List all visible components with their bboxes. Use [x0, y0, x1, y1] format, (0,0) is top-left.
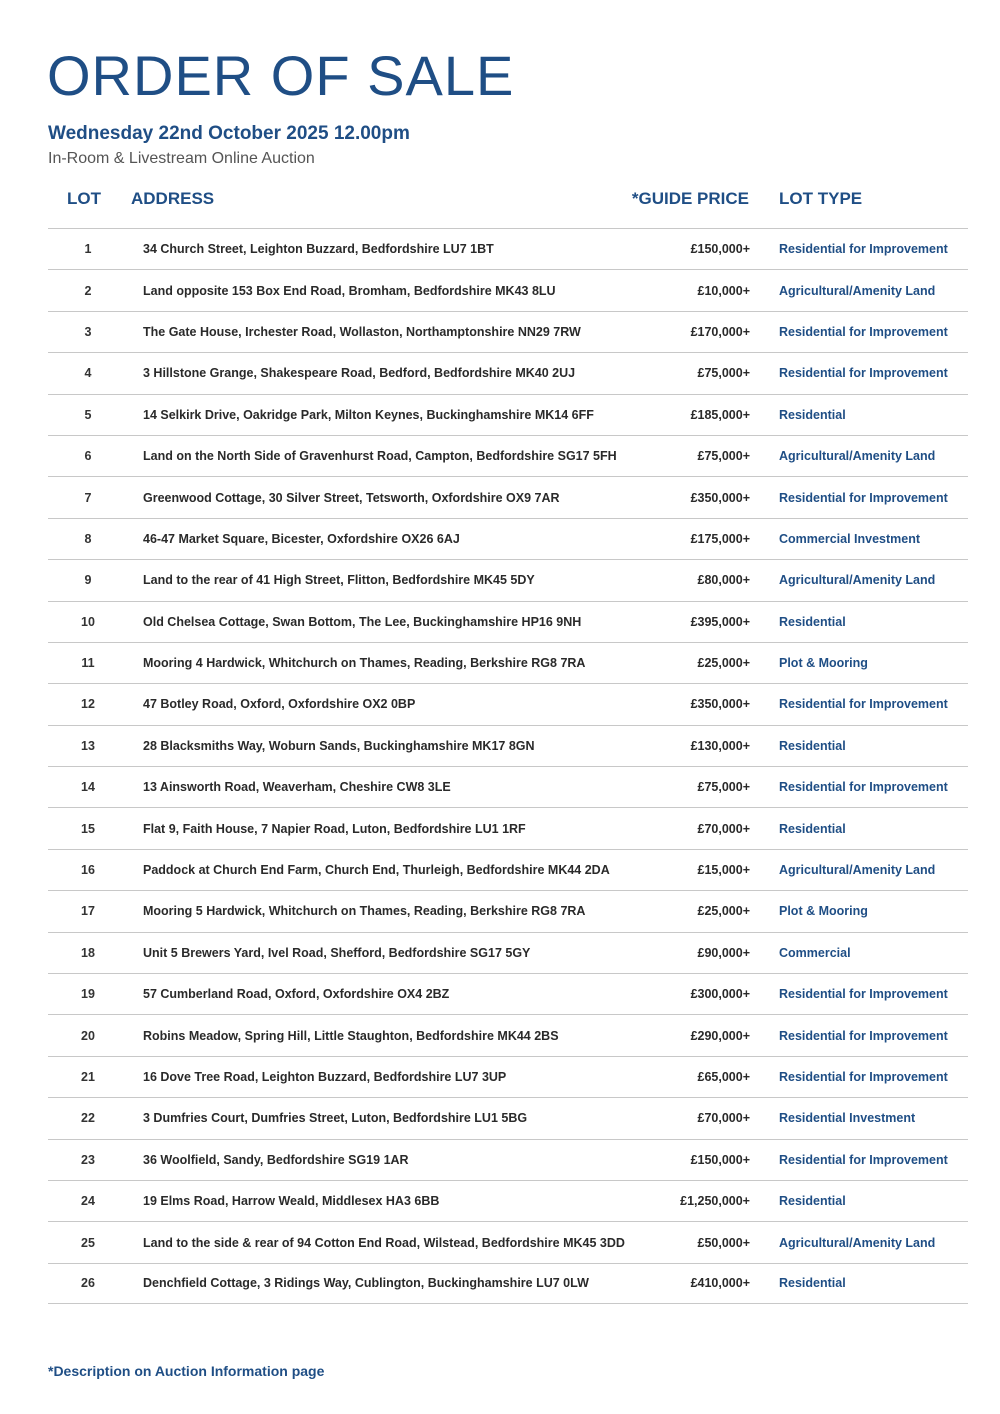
lot-number: 20 — [81, 1028, 95, 1043]
lot-number: 12 — [81, 697, 95, 712]
lot-guide-price: £75,000+ — [697, 449, 750, 464]
lot-guide-price: £150,000+ — [690, 242, 750, 257]
lot-type: Residential Investment — [779, 1111, 916, 1126]
lot-guide-price: £25,000+ — [697, 656, 750, 671]
table-row — [48, 228, 968, 269]
lot-number: 23 — [81, 1152, 95, 1167]
lot-type: Residential for Improvement — [779, 1152, 948, 1167]
lot-type: Residential — [779, 1194, 846, 1209]
lot-address: 19 Elms Road, Harrow Weald, Middlesex HA3 6BB — [143, 1194, 440, 1209]
lot-type: Residential for Improvement — [779, 490, 948, 505]
lot-guide-price: £75,000+ — [697, 366, 750, 381]
lot-address: Land opposite 153 Box End Road, Bromham, Bedfordshire MK43 8LU — [143, 283, 556, 298]
sale-date: Wednesday 22nd October 2025 12.00pm — [48, 123, 410, 144]
lot-number: 14 — [81, 780, 95, 795]
lot-address: 57 Cumberland Road, Oxford, Oxfordshire OX4 2BZ — [143, 987, 450, 1002]
lots-table — [48, 228, 968, 1304]
table-row — [48, 352, 968, 393]
lot-type: Residential — [779, 407, 846, 422]
lot-guide-price: £80,000+ — [697, 573, 750, 588]
table-row — [48, 849, 968, 890]
lot-number: 22 — [81, 1111, 95, 1126]
lot-type: Residential for Improvement — [779, 987, 948, 1002]
lot-guide-price: £90,000+ — [697, 945, 750, 960]
lot-guide-price: £350,000+ — [690, 697, 750, 712]
column-header-lot-type: LOT TYPE — [779, 189, 863, 208]
lot-guide-price: £410,000+ — [690, 1276, 750, 1291]
lot-guide-price: £75,000+ — [697, 780, 750, 795]
lot-number: 2 — [84, 283, 92, 298]
lot-number: 17 — [81, 904, 95, 919]
lot-type: Residential for Improvement — [779, 1070, 948, 1084]
lot-address: Denchfield Cottage, 3 Ridings Way, Cublington, Buckinghamshire LU7 0LW — [143, 1276, 589, 1291]
lot-address: 13 Ainsworth Road, Weaverham, Cheshire CW8 3LE — [143, 780, 451, 795]
table-row — [48, 683, 968, 724]
lot-number: 25 — [81, 1235, 95, 1250]
page-title: ORDER OF SALE — [47, 44, 515, 107]
lot-type: Agricultural/Amenity Land — [779, 863, 936, 878]
lot-number: 15 — [81, 821, 95, 836]
lot-guide-price: £15,000+ — [697, 863, 750, 878]
lot-type: Residential for Improvement — [779, 324, 948, 339]
lot-number: 18 — [81, 945, 95, 960]
lot-address: 36 Woolfield, Sandy, Bedfordshire SG19 1AR — [143, 1152, 409, 1167]
table-row — [48, 766, 968, 807]
column-header-address: ADDRESS — [131, 189, 215, 208]
table-row — [48, 973, 968, 1014]
table-row — [48, 269, 968, 310]
footnote: *Description on Auction Information page — [48, 1363, 325, 1379]
lot-guide-price: £350,000+ — [690, 490, 750, 505]
table-row — [48, 807, 968, 848]
lot-guide-price: £25,000+ — [697, 904, 750, 919]
table-row — [48, 1263, 968, 1304]
lot-guide-price: £150,000+ — [690, 1152, 750, 1167]
lot-address: Paddock at Church End Farm, Church End, Thurleigh, Bedfordshire MK44 2DA — [143, 863, 610, 878]
lot-type: Agricultural/Amenity Land — [779, 449, 936, 464]
lot-guide-price: £185,000+ — [690, 407, 750, 422]
lot-type: Residential — [779, 821, 846, 836]
lot-type: Agricultural/Amenity Land — [779, 573, 936, 588]
lot-address: Land on the North Side of Gravenhurst Road, Campton, Bedfordshire SG17 5FH — [143, 449, 617, 464]
lot-type: Commercial — [779, 945, 851, 960]
lot-guide-price: £175,000+ — [690, 531, 750, 546]
lot-number: 6 — [84, 449, 92, 464]
lot-type: Residential for Improvement — [779, 697, 948, 712]
lot-type: Residential for Improvement — [779, 242, 948, 257]
table-row — [48, 394, 968, 435]
lot-number: 3 — [84, 324, 92, 339]
lot-number: 4 — [84, 366, 92, 381]
lot-guide-price: £170,000+ — [690, 324, 750, 339]
table-row — [48, 932, 968, 973]
lot-address: 14 Selkirk Drive, Oakridge Park, Milton Keynes, Buckinghamshire MK14 6FF — [143, 407, 594, 422]
table-row — [48, 725, 968, 766]
lot-type: Commercial Investment — [779, 531, 921, 546]
lot-type: Agricultural/Amenity Land — [779, 283, 936, 298]
lot-number: 7 — [84, 490, 92, 505]
lot-type: Agricultural/Amenity Land — [779, 1235, 936, 1250]
lot-address: 34 Church Street, Leighton Buzzard, Bedfordshire LU7 1BT — [143, 242, 494, 257]
table-row — [48, 435, 968, 476]
lot-number: 9 — [84, 573, 92, 588]
table-row — [48, 1056, 968, 1097]
lot-type: Plot & Mooring — [779, 656, 868, 671]
table-row — [48, 890, 968, 931]
lot-guide-price: £70,000+ — [697, 1111, 750, 1126]
lot-guide-price: £395,000+ — [690, 614, 750, 629]
table-row — [48, 476, 968, 517]
table-row — [48, 1221, 968, 1262]
table-row — [48, 642, 968, 683]
lot-number: 10 — [81, 614, 95, 629]
lot-address: Land to the rear of 41 High Street, Flitton, Bedfordshire MK45 5DY — [143, 573, 535, 588]
lot-address: Mooring 4 Hardwick, Whitchurch on Thames, Reading, Berkshire RG8 7RA — [143, 656, 586, 671]
lot-type: Residential — [779, 614, 846, 629]
lot-guide-price: £50,000+ — [697, 1235, 750, 1250]
sale-format: In-Room & Livestream Online Auction — [48, 150, 315, 167]
lot-address: Unit 5 Brewers Yard, Ivel Road, Shefford, Bedfordshire SG17 5GY — [143, 945, 531, 960]
lot-number: 26 — [81, 1276, 95, 1291]
lot-address: The Gate House, Irchester Road, Wollaston, Northamptonshire NN29 7RW — [143, 324, 581, 339]
lot-address: Land to the side & rear of 94 Cotton End Road, Wilstead, Bedfordshire MK45 3DD — [143, 1235, 625, 1250]
table-row — [48, 1139, 968, 1180]
lot-guide-price: £130,000+ — [690, 738, 750, 753]
lot-type: Residential for Improvement — [779, 366, 948, 381]
lot-address: 28 Blacksmiths Way, Woburn Sands, Buckinghamshire MK17 8GN — [143, 738, 535, 753]
lot-address: Mooring 5 Hardwick, Whitchurch on Thames, Reading, Berkshire RG8 7RA — [143, 904, 586, 919]
lot-address: 16 Dove Tree Road, Leighton Buzzard, Bedfordshire LU7 3UP — [143, 1070, 507, 1084]
lot-number: 24 — [81, 1194, 95, 1209]
lot-number: 1 — [84, 242, 92, 257]
lot-type: Residential for Improvement — [779, 1028, 948, 1043]
lot-number: 11 — [81, 656, 95, 671]
lot-address: Greenwood Cottage, 30 Silver Street, Tetsworth, Oxfordshire OX9 7AR — [143, 490, 560, 505]
lot-guide-price: £290,000+ — [690, 1028, 750, 1043]
lot-number: 5 — [84, 407, 92, 422]
lot-number: 16 — [81, 863, 95, 878]
lot-guide-price: £10,000+ — [697, 283, 750, 298]
lot-guide-price: £65,000+ — [697, 1070, 750, 1084]
lot-guide-price: £1,250,000+ — [680, 1194, 750, 1209]
table-row — [48, 601, 968, 642]
lot-address: 3 Hillstone Grange, Shakespeare Road, Bedford, Bedfordshire MK40 2UJ — [143, 366, 576, 381]
table-row — [48, 518, 968, 559]
lot-number: 21 — [81, 1070, 95, 1084]
lot-type: Residential for Improvement — [779, 780, 948, 795]
lot-type: Plot & Mooring — [779, 904, 868, 919]
lot-address: 3 Dumfries Court, Dumfries Street, Luton, Bedfordshire LU1 5BG — [143, 1111, 528, 1126]
lot-type: Residential — [779, 738, 846, 753]
lot-number: 13 — [81, 738, 95, 753]
table-row — [48, 1014, 968, 1055]
lot-guide-price: £70,000+ — [697, 821, 750, 836]
column-header-guide-price: *GUIDE PRICE — [631, 189, 749, 208]
lot-number: 19 — [81, 987, 95, 1002]
table-row — [48, 1097, 968, 1138]
column-header-lot: LOT — [67, 189, 101, 208]
lot-address: Old Chelsea Cottage, Swan Bottom, The Lee, Buckinghamshire HP16 9NH — [143, 614, 582, 629]
lot-address: Robins Meadow, Spring Hill, Little Staughton, Bedfordshire MK44 2BS — [143, 1028, 559, 1043]
lot-address: 46-47 Market Square, Bicester, Oxfordshire OX26 6AJ — [143, 531, 460, 546]
lot-number: 8 — [84, 531, 92, 546]
table-row — [48, 311, 968, 352]
table-header — [48, 189, 968, 211]
table-row — [48, 559, 968, 600]
table-row — [48, 1180, 968, 1221]
lot-type: Residential — [779, 1276, 846, 1291]
lot-address: Flat 9, Faith House, 7 Napier Road, Luton, Bedfordshire LU1 1RF — [143, 821, 526, 836]
lot-address: 47 Botley Road, Oxford, Oxfordshire OX2 0BP — [143, 697, 416, 712]
lot-guide-price: £300,000+ — [690, 987, 750, 1002]
